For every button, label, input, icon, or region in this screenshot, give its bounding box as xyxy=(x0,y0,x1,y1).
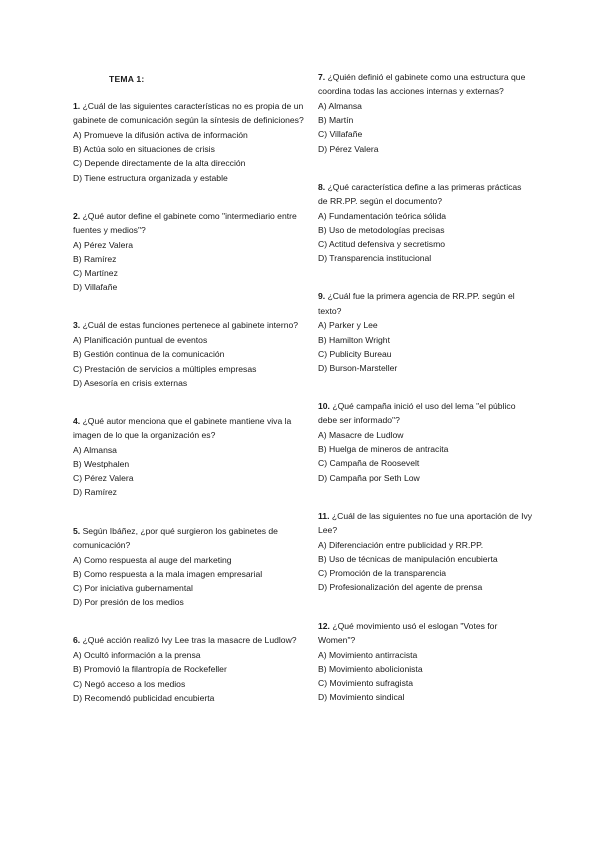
answer-option: D) Transparencia institucional xyxy=(318,253,432,264)
question-number: 11. xyxy=(318,510,330,521)
answer-options xyxy=(318,99,533,156)
question-text xyxy=(73,633,305,647)
answer-option: C) Por iniciativa gubernamental xyxy=(73,582,193,593)
question-number: 1. xyxy=(73,101,81,111)
answer-option: D) Por presión de los medios xyxy=(73,597,184,608)
question-number: 8. xyxy=(318,181,326,192)
answer-option: D) Movimiento sindical xyxy=(318,692,405,703)
question-4 xyxy=(73,414,305,500)
question-number: 4. xyxy=(73,415,81,426)
answer-option: B) Gestión continua de la comunicación xyxy=(73,349,225,360)
answer-option: B) Uso de metodologías precisas xyxy=(318,224,445,235)
answer-option: A) Almansa xyxy=(73,444,117,455)
answer-option: C) Movimiento sufragista xyxy=(318,677,414,688)
answer-option: B) Promovió la filantropía de Rockefeller xyxy=(73,664,227,675)
answer-option: B) Hamilton Wright xyxy=(318,334,390,345)
question-7 xyxy=(318,70,533,156)
answer-option: B) Martín xyxy=(318,115,354,126)
answer-options xyxy=(73,648,305,705)
answer-option: A) Diferenciación entre publicidad y RR.PP. xyxy=(318,539,484,550)
question-2 xyxy=(73,209,305,295)
answer-options xyxy=(73,128,305,185)
answer-options xyxy=(318,538,533,595)
answer-option: C) Negó acceso a los medios xyxy=(73,678,186,689)
question-number: 12. xyxy=(318,620,330,631)
question-prompt: ¿Qué acción realizó Ivy Lee tras la masacre de Ludlow? xyxy=(82,635,297,646)
answer-option: D) Ramírez xyxy=(73,487,117,498)
answer-option: D) Tiene estructura organizada y estable xyxy=(73,172,228,183)
answer-option: C) Publicity Bureau xyxy=(318,348,392,359)
question-prompt: ¿Qué autor define el gabinete como "intermediario entre fuentes y medios"? xyxy=(73,210,297,235)
answer-option: A) Promueve la difusión activa de información xyxy=(73,129,248,140)
question-10 xyxy=(318,399,533,485)
question-prompt: ¿Qué característica define a las primeras prácticas de RR.PP. según el documento? xyxy=(318,181,522,206)
answer-option: A) Pérez Valera xyxy=(73,239,134,250)
question-text xyxy=(73,209,305,237)
answer-option: B) Uso de técnicas de manipulación encubierta xyxy=(318,553,498,564)
answer-options xyxy=(73,553,305,610)
answer-option: C) Promoción de la transparencia xyxy=(318,568,447,579)
question-prompt: ¿Qué campaña inició el uso del lema "el público debe ser informado"? xyxy=(318,401,516,426)
question-number: 10. xyxy=(318,401,330,412)
answer-option: D) Profesionalización del agente de prensa xyxy=(318,582,483,593)
question-prompt: ¿Cuál de las siguientes características no es propia de un gabinete de comunicación según la síntesis de definiciones? xyxy=(73,101,304,126)
answer-options xyxy=(73,238,305,295)
answer-option: C) Depende directamente de la alta dirección xyxy=(73,158,246,169)
answer-option: D) Pérez Valera xyxy=(318,143,379,154)
question-1 xyxy=(73,99,305,185)
answer-option: A) Planificación puntual de eventos xyxy=(73,335,208,346)
answer-option: B) Como respuesta a la mala imagen empresarial xyxy=(73,568,263,579)
question-prompt: ¿Cuál de estas funciones pertenece al gabinete interno? xyxy=(82,320,299,331)
question-text xyxy=(73,524,305,552)
answer-option: C) Prestación de servicios a múltiples empresas xyxy=(73,363,257,374)
answer-option: A) Ocultó información a la prensa xyxy=(73,650,201,661)
question-text xyxy=(318,70,533,98)
question-prompt: ¿Qué autor menciona que el gabinete mantiene viva la imagen de lo que la organización es? xyxy=(73,415,292,441)
question-text xyxy=(318,180,533,208)
answer-options xyxy=(318,209,533,266)
question-11 xyxy=(318,509,533,595)
answer-option: A) Movimiento antirracista xyxy=(318,649,418,660)
question-prompt: Según Ibáñez, ¿por qué surgieron los gabinetes de comunicación? xyxy=(73,525,278,550)
question-9 xyxy=(318,289,533,375)
section-title: TEMA 1: xyxy=(109,74,145,84)
answer-option: B) Movimiento abolicionista xyxy=(318,663,423,674)
answer-options xyxy=(318,428,533,485)
question-text xyxy=(318,619,533,647)
right-column xyxy=(318,70,533,728)
answer-option: A) Parker y Lee xyxy=(318,320,378,331)
left-column xyxy=(73,70,305,729)
answer-option: C) Campaña de Roosevelt xyxy=(318,458,420,469)
answer-option: D) Recomendó publicidad encubierta xyxy=(73,692,215,703)
answer-option: D) Campaña por Seth Low xyxy=(318,472,420,483)
question-text xyxy=(318,399,533,427)
answer-option: C) Pérez Valera xyxy=(73,473,134,484)
question-prompt: ¿Cuál fue la primera agencia de RR.PP. según el texto? xyxy=(318,291,515,316)
question-3 xyxy=(73,318,305,390)
question-text xyxy=(73,414,305,442)
question-6 xyxy=(73,633,305,705)
question-number: 6. xyxy=(73,635,81,646)
answer-option: B) Westphalen xyxy=(73,459,130,470)
question-text xyxy=(318,289,533,317)
answer-options xyxy=(318,648,533,705)
answer-option: D) Villafañe xyxy=(73,282,118,293)
question-number: 7. xyxy=(318,72,326,82)
answer-option: A) Almansa xyxy=(318,100,362,111)
answer-option: D) Asesoría en crisis externas xyxy=(73,377,188,388)
question-prompt: ¿Cuál de las siguientes no fue una aportación de Ivy Lee? xyxy=(318,510,533,536)
answer-option: C) Actitud defensiva y secretismo xyxy=(318,239,446,250)
question-prompt: ¿Qué movimiento usó el eslogan "Votes for Women"? xyxy=(318,620,498,645)
question-number: 3. xyxy=(73,320,81,331)
answer-option: B) Actúa solo en situaciones de crisis xyxy=(73,144,215,155)
question-5 xyxy=(73,524,305,610)
answer-option: C) Martínez xyxy=(73,268,118,279)
question-text xyxy=(73,318,305,332)
answer-option: A) Como respuesta al auge del marketing xyxy=(73,554,232,565)
question-text xyxy=(318,509,533,537)
question-number: 5. xyxy=(73,525,81,536)
answer-option: B) Huelga de mineros de antracita xyxy=(318,444,449,455)
question-number: 9. xyxy=(318,291,326,302)
answer-option: B) Ramírez xyxy=(73,253,117,264)
answer-option: A) Masacre de Ludlow xyxy=(318,430,404,441)
question-prompt: ¿Quién definió el gabinete como una estructura que coordina todas las acciones internas y externas? xyxy=(318,72,526,97)
answer-options xyxy=(73,333,305,390)
question-number: 2. xyxy=(73,210,81,221)
question-12 xyxy=(318,619,533,705)
answer-options xyxy=(73,443,305,500)
answer-option: A) Fundamentación teórica sólida xyxy=(318,210,447,221)
answer-option: C) Villafañe xyxy=(318,129,363,140)
answer-options xyxy=(318,318,533,375)
answer-option: D) Burson-Marsteller xyxy=(318,362,398,373)
question-8 xyxy=(318,180,533,266)
question-text xyxy=(73,99,305,127)
